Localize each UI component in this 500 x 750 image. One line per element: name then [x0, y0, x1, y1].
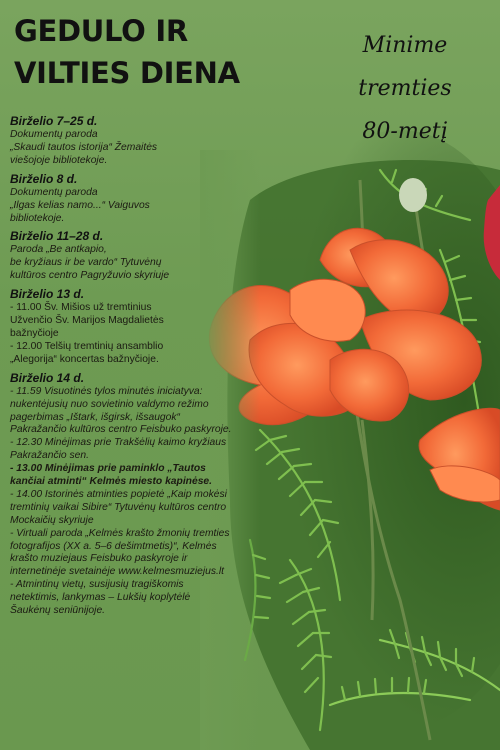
event-description-line: viešojoje bibliotekoje.: [10, 154, 108, 166]
event-description-line: „Skaudi tautos istorija“ Žemaitės: [10, 141, 158, 153]
event-description-line: - 14.00 Istorinės atminties popietė „Kaip mokėsi: [10, 488, 227, 500]
title-line: GEDULO IR: [14, 14, 188, 48]
event-block: [10, 287, 258, 367]
event-description-line: bibliotekoje.: [10, 212, 65, 224]
event-description-line: nukentėjusių nuo sovietinio valdymo režimo: [10, 398, 209, 410]
event-description-line: „Ilgas kelias namo...“ Vaiguvos: [10, 199, 150, 211]
event-description-line: be kryžiaus ir be vardo“ Tytuvėnų: [10, 257, 162, 269]
poster-title: [14, 10, 240, 94]
event-date: Birželio 7–25 d.: [10, 114, 98, 128]
event-description-line: Dokumentų paroda: [10, 129, 98, 140]
title-line: VILTIES DIENA: [14, 56, 240, 90]
motto: [330, 24, 480, 153]
motto-line: tremties: [358, 76, 452, 101]
event-description-line: netektimis, lankymas – Lukšių koplytėlė: [10, 592, 191, 604]
event-description-line: Šaukėnų seniūnijoje.: [10, 605, 106, 617]
event-description-line: pagerbimas „Ištark, išgirsk, išsaugok“: [10, 411, 180, 423]
event-date: Birželio 8 d.: [10, 171, 78, 186]
event-description-line: - Virtuali paroda „Kelmės krašto žmonių tremties: [10, 527, 230, 539]
motto-line: 80-metį: [362, 119, 448, 144]
event-description-line: Dokumentų paroda: [10, 186, 98, 198]
event-description-line: - Atmintinų vietų, susijusių tragiškomis: [10, 579, 184, 591]
motto-line: Minime: [362, 33, 448, 58]
event-description-line: tremtinių vaikai Sibire“ Tytuvėnų kultūros centro: [10, 501, 227, 513]
event-block: [10, 229, 258, 283]
event-description-line: Užvenčio Šv. Marijos Magdalietės: [10, 315, 164, 327]
event-description-line: - 12.00 Telšių tremtinių ansamblio: [10, 340, 164, 352]
event-description-line: Mockaičių skyriuje: [10, 514, 94, 526]
event-block: [10, 114, 258, 168]
event-description-line: internetinėje svetainėje www.kelmesmuziejus.lt: [10, 566, 225, 578]
event-description-line: „Alegorija“ koncertas bažnyčioje.: [10, 353, 159, 365]
event-schedule: [10, 114, 258, 622]
event-description-line: - 11.00 Šv. Mišios už tremtinius: [10, 302, 152, 314]
event-description-line: bažnyčioje: [10, 327, 59, 339]
event-date: Birželio 11–28 d.: [10, 229, 104, 244]
event-description-line: Pakražančio kultūros centro Feisbuko paskyroje.: [10, 424, 232, 436]
event-description-line: Paroda „Be antkapio,: [10, 244, 107, 256]
event-description-line: krašto muziejaus Feisbuko paskyroje ir: [10, 553, 188, 565]
event-description-line: fotografijos (XX a. 5–6 dešimtmetis)“, Kelmės: [10, 540, 217, 552]
event-description-line: kultūros centro Pagryžuvio skyriuje: [10, 270, 170, 282]
event-description-line: - 13.00 Minėjimas prie paminklo „Tautos: [10, 463, 206, 475]
event-block: [10, 172, 258, 226]
event-description-line: - 12.30 Minėjimas prie Trakšėlių kaimo kryžiaus: [10, 437, 227, 449]
event-block: [10, 371, 258, 618]
event-date: Birželio 13 d.: [10, 287, 85, 302]
event-description-line: Pakražančio sen.: [10, 450, 89, 462]
event-description-line: kančiai atminti“ Kelmės miesto kapinėse.: [10, 476, 213, 488]
event-description-line: - 11.59 Visuotinės tylos minutės iniciatyva:: [10, 385, 203, 397]
event-date: Birželio 14 d.: [10, 370, 85, 385]
